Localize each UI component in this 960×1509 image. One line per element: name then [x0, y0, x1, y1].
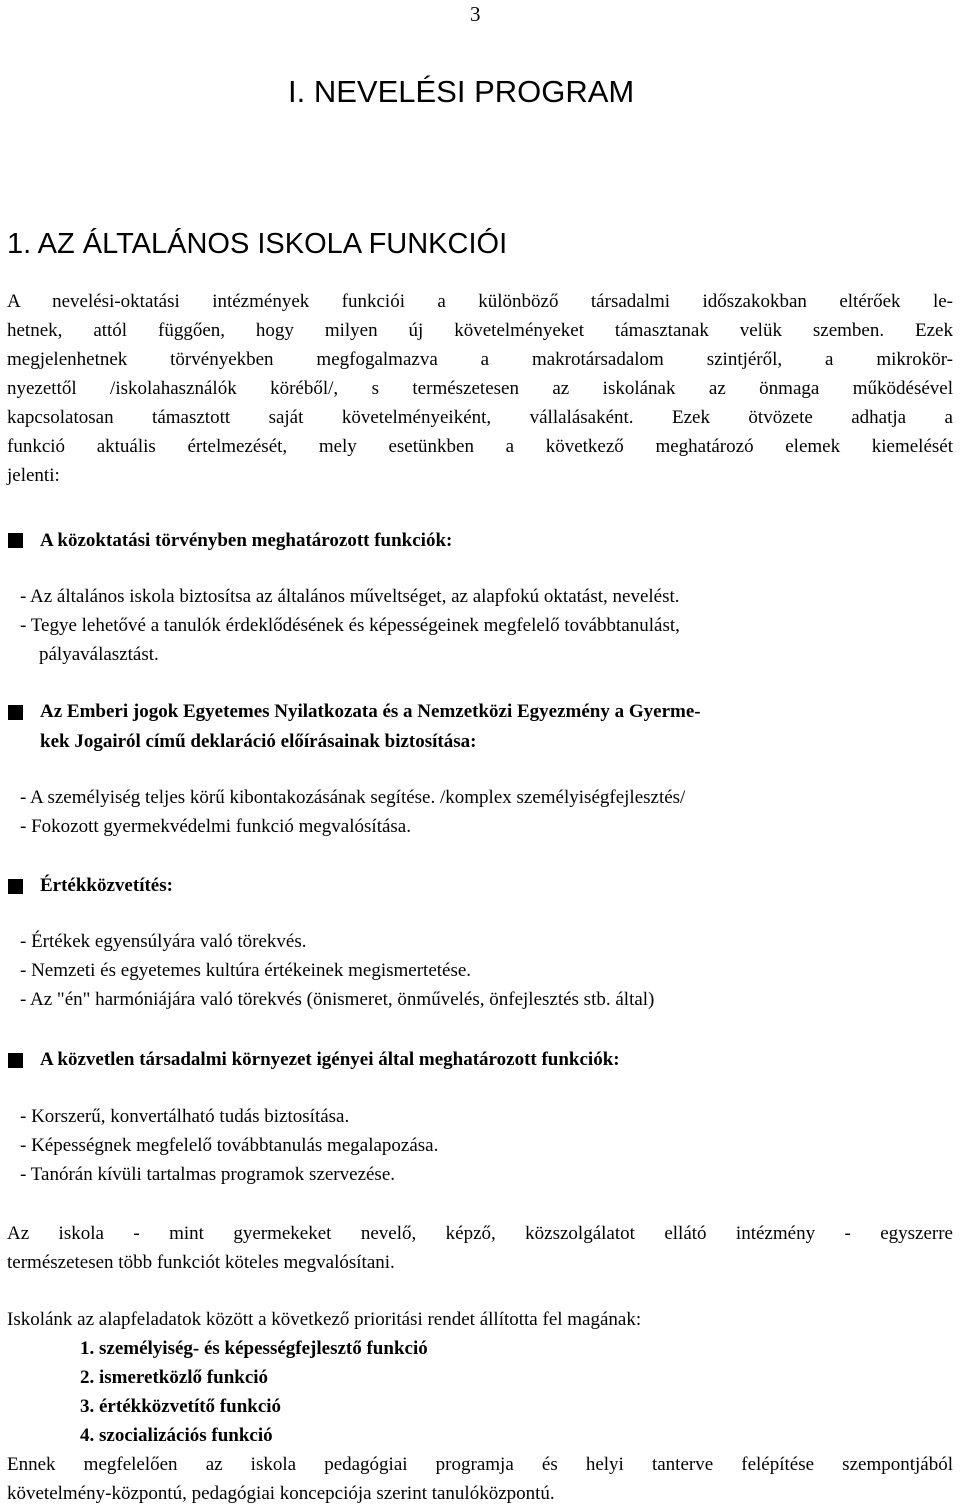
section-title: 1. AZ ÁLTALÁNOS ISKOLA FUNKCIÓI	[7, 228, 508, 260]
text-line: Az iskola - mint gyermekeket nevelő, képző, közszolgálatot ellátó intézmény - egyszerre	[7, 1223, 953, 1244]
list-item: - Értékek egyensúlyára való törekvés.	[20, 931, 307, 952]
priority-item: 1. személyiség- és képességfejlesztő funkció	[80, 1338, 428, 1359]
group-list	[20, 783, 685, 841]
priority-list	[80, 1334, 428, 1450]
intro-paragraph	[7, 287, 953, 490]
group-heading: Értékközvetítés:	[40, 875, 173, 896]
group-list	[20, 1102, 438, 1189]
closing-paragraph	[7, 1450, 953, 1508]
list-item: - Nemzeti és egyetemes kultúra értékeinek megismertetése.	[20, 960, 472, 981]
priority-item: 4. szocializációs funkció	[80, 1425, 273, 1446]
list-item: - Korszerű, konvertálható tudás biztosítása.	[20, 1106, 350, 1127]
text-line: követelmény-központú, pedagógiai koncepciója szerint tanulóközpontú.	[7, 1483, 555, 1504]
list-item: - Tanórán kívüli tartalmas programok szervezése.	[20, 1164, 396, 1185]
page-number: 3	[470, 2, 481, 26]
text-line: hetnek, attól függően, hogy milyen új követelményeket támasztanak velük szemben. Ezek	[7, 320, 953, 341]
list-item: - A személyiség teljes körű kibontakozásának segítése. /komplex személyiségfejlesztés/	[20, 787, 686, 808]
text-line: funkció aktuális értelmezését, mely esetünkben a következő meghatározó elemek kiemelését	[7, 436, 953, 457]
list-item: - Képességnek megfelelő továbbtanulás megalapozása.	[20, 1135, 439, 1156]
square-bullet-icon	[8, 1053, 23, 1068]
group-heading: A közvetlen társadalmi környezet igényei által meghatározott funkciók:	[40, 1049, 620, 1070]
priority-intro: Iskolánk az alapfeladatok között a következő prioritási rendet állította fel magának:	[7, 1309, 642, 1330]
text-line: Ennek megfelelően az iskola pedagógiai programja és helyi tanterve felépítése szempontjából	[7, 1454, 953, 1475]
list-item-continuation: pályaválasztást.	[39, 644, 159, 665]
main-title: I. NEVELÉSI PROGRAM	[288, 74, 635, 109]
list-item: - Tegye lehetővé a tanulók érdeklődésének és képességeinek megfelelő továbbtanulást,	[20, 615, 680, 636]
school-paragraph	[7, 1219, 953, 1277]
priority-item: 3. értékközvetítő funkció	[80, 1396, 282, 1417]
list-item: - Az általános iskola biztosítsa az általános műveltséget, az alapfokú oktatást, nevelést.	[20, 586, 680, 607]
square-bullet-icon	[8, 879, 23, 894]
group-list	[20, 582, 680, 669]
text-line: megjelenhetnek törvényekben megfogalmazva a makrotársadalom szintjéről, a mikrokör-	[7, 349, 953, 370]
square-bullet-icon	[8, 705, 23, 720]
group-heading: A közoktatási törvényben meghatározott funkciók:	[40, 530, 453, 551]
text-line: A nevelési-oktatási intézmények funkciói a különböző társadalmi időszakokban eltérőek le-	[7, 291, 953, 312]
text-line: nyezettől /iskolahasználók köréből/, s természetesen az iskolának az önmaga működésével	[7, 378, 953, 399]
list-item: - Fokozott gyermekvédelmi funkció megvalósítása.	[20, 816, 411, 837]
text-line: természetesen több funkciót köteles megvalósítani.	[7, 1252, 395, 1273]
group-list	[20, 927, 654, 1014]
group-heading: Az Emberi jogok Egyetemes Nyilatkozata és a Nemzetközi Egyezmény a Gyerme- kek Jogairól című deklaráció előírásainak biztosítása:	[40, 701, 701, 752]
text-line: jelenti:	[7, 465, 60, 486]
list-item: - Az "én" harmóniájára való törekvés (önismeret, önművelés, önfejlesztés stb. által)	[20, 989, 655, 1010]
priority-item: 2. ismeretközlő funkció	[80, 1367, 269, 1388]
square-bullet-icon	[8, 533, 23, 548]
text-line: kapcsolatosan támasztott saját követelményeiként, vállalásaként. Ezek ötvözete adhatja a	[7, 407, 953, 428]
